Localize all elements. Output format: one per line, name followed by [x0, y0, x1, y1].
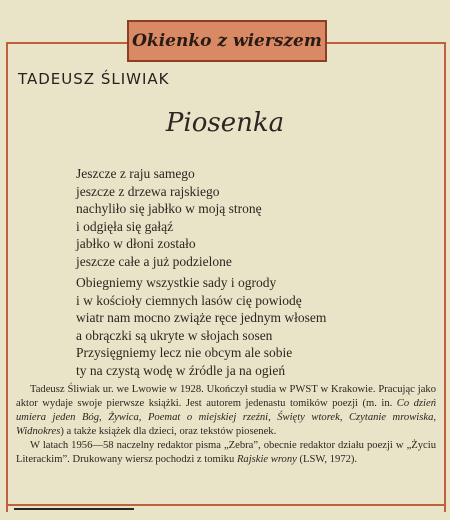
book-title: Poemat o miejskiej rzeźni [147, 412, 269, 423]
frame-rule-bottom [6, 504, 446, 506]
next-section-rule [14, 508, 134, 520]
bio-text: (LSW, 1972). [296, 454, 358, 465]
bio-text: Tadeusz Śliwiak ur. we Lwowie w 1928. Ukończył studia w PWST w Krakowie. Pracując jako aktor wydaje swoje pierwsze książki. Jest autorem jedenastu tomików poezji (m. in. [16, 384, 436, 409]
bio-text: , [268, 412, 278, 423]
poem-line: Jeszcze z raju samego [76, 166, 195, 181]
bio-paragraph [16, 383, 436, 439]
book-title: Święty wtorek [277, 412, 340, 423]
poem-line: jeszcze całe a już podzielone [76, 253, 232, 269]
bio-text: , [99, 412, 109, 423]
section-title-box [127, 20, 327, 62]
book-title: Co dzień umiera jeden Bóg [16, 398, 437, 423]
poem-line: Przysięgniemy lecz nie obcym ale sobie [76, 345, 293, 361]
book-title: Rajskie wrony [236, 454, 297, 465]
bio-text: ) a także książek dla dzieci, oraz tekstów piosenek. [60, 426, 277, 437]
poem-title: Piosenka [165, 108, 285, 138]
poem-line: nachyliło się jabłko w moją stronę [76, 201, 262, 217]
poem-line: wiatr nam mocno zwiąże ręce jednym włosem [76, 310, 327, 326]
section-title: Okienko z wierszem [132, 31, 322, 51]
book-title: Czytanie mrowiska [348, 412, 434, 423]
stanza-2 [76, 274, 326, 380]
poem-line: i w kościoły ciemnych lasów cię powiodę [76, 292, 302, 308]
bio-text: W latach 1956—58 naczelny redaktor pisma „Zebra”, obecnie redaktor działu poezji w „Życiu Literackim”. Drukowany wiersz pochodzi z tomiku [16, 440, 436, 465]
book-title: Widnokres [16, 426, 61, 437]
poem-line: a obrączki są ukryte w słojach sosen [76, 327, 273, 343]
poem-line: jeszcze z drzewa rajskiego [76, 183, 220, 199]
bio-paragraph [16, 439, 436, 467]
book-title: Żywica [108, 412, 139, 423]
stanza-1 [76, 165, 262, 271]
poem-line: ty na czystą wodę w źródle ja na ogień [76, 362, 286, 378]
poem-line: i odgięła się gałąź [76, 218, 174, 234]
bio-text: , [433, 412, 437, 423]
bio-text: , [138, 412, 148, 423]
author-name: TADEUSZ ŚLIWIAK [18, 70, 170, 88]
poem-line: jabłko w dłoni zostało [76, 236, 196, 252]
bio-text: , [339, 412, 349, 423]
author-bio [16, 383, 436, 467]
poem-line: Obiegniemy wszystkie sady i ogrody [76, 275, 277, 290]
